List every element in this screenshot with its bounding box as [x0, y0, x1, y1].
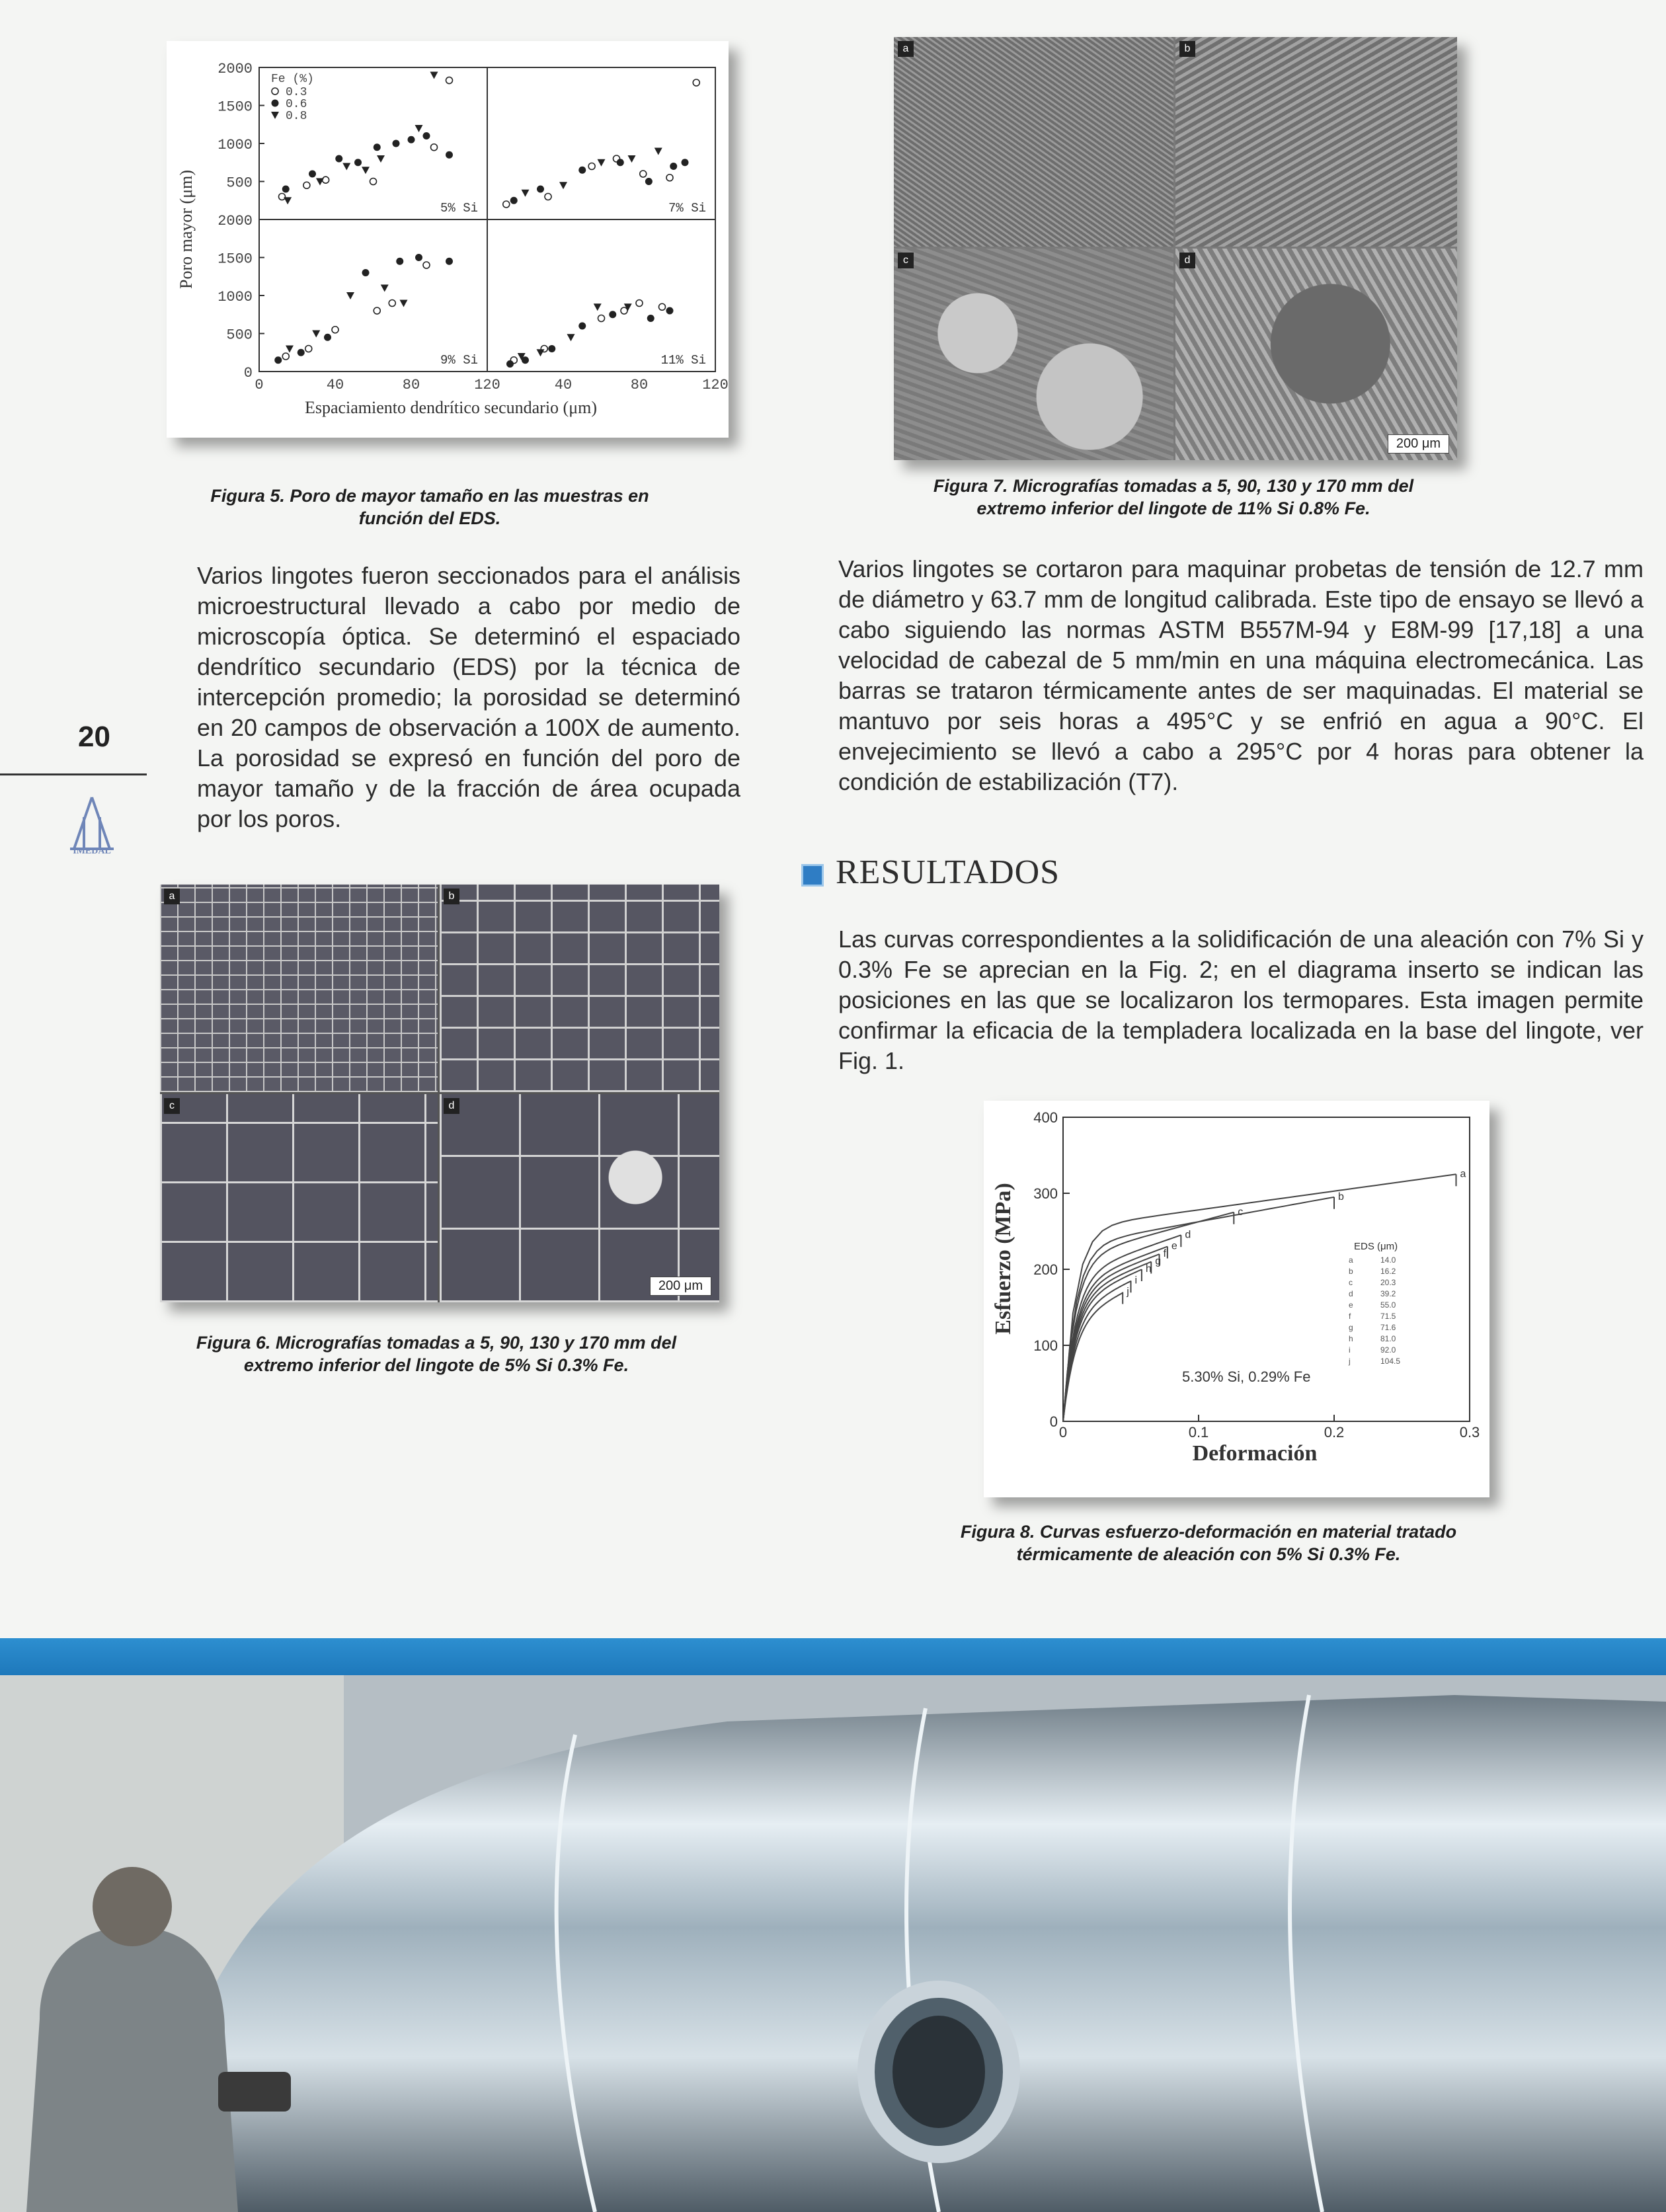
fig6-scale-bar: 200 μm [650, 1277, 711, 1296]
fig5-legend-label: 0.3 [286, 86, 307, 99]
fig5-data-point [609, 311, 616, 318]
fig6-panel-d [440, 1094, 719, 1302]
fig5-data-point [446, 258, 453, 265]
fig8-xtick-label: 0.3 [1459, 1424, 1480, 1441]
fig8-curve-label: f [1163, 1248, 1167, 1259]
fig5-data-point [362, 269, 370, 276]
fig5-xlabel: Espaciamiento dendrítico secundario (μm) [304, 398, 598, 417]
fig7-panel-a-label: a [898, 41, 914, 57]
industrial-tank-photo [0, 1675, 1666, 2212]
fig5-data-point [393, 140, 400, 147]
fig5-panel-label: 9% Si [440, 353, 478, 368]
fig5-data-point [286, 346, 294, 353]
fig8-legend-value: 104.5 [1380, 1357, 1401, 1366]
fig5-xtick-label: 40 [554, 377, 573, 393]
fig8-legend-letter: d [1349, 1289, 1353, 1298]
fig8-curve-label: g [1155, 1255, 1162, 1267]
fig5-data-point [510, 197, 518, 204]
fig5-data-point [628, 155, 636, 163]
fig5-xtick-label: 120 [702, 377, 729, 393]
fig6-panel-d-label: d [444, 1098, 459, 1114]
fig5-data-point [279, 194, 286, 200]
fig5-legend-label: 0.8 [286, 110, 307, 123]
fig5-xtick-label: 120 [474, 377, 500, 393]
figure-7-caption: Figura 7. Micrografías tomadas a 5, 90, 130 y 170 mm del extremo inferior del lingote de 11% Si 0.8% Fe. [933, 476, 1414, 518]
fig8-legend-letter: a [1349, 1255, 1353, 1265]
fig5-data-point [309, 171, 316, 178]
fig7-panel-c-label: c [898, 253, 914, 268]
fig8-legend-value: 39.2 [1380, 1289, 1396, 1298]
fig5-panel-label: 5% Si [440, 201, 478, 216]
fig8-legend-title: EDS (μm) [1354, 1241, 1398, 1252]
fig5-data-point [274, 356, 282, 364]
fig8-ytick-label: 200 [1033, 1261, 1058, 1278]
fig5-data-point [522, 190, 530, 197]
section-heading-text: RESULTADOS [836, 853, 1060, 891]
fig7-panel-d [1175, 249, 1457, 460]
fig5-data-point [682, 159, 689, 166]
fig5-data-point [415, 254, 422, 261]
fig8-legend-letter: i [1349, 1345, 1351, 1355]
fig8-legend-value: 71.5 [1380, 1312, 1396, 1321]
fig8-ytick-label: 400 [1033, 1109, 1058, 1126]
fig7-panel-b-label: b [1179, 41, 1195, 57]
fig5-data-point [374, 307, 380, 314]
fig8-ylabel: Esfuerzo (MPa) [991, 1183, 1015, 1335]
fig5-data-point [323, 177, 329, 183]
paragraph-methods-right: Varios lingotes se cortaron para maquinar probetas de tensión de 12.7 mm de diámetro y 63.7 mm de longitud calibrada. Este tipo de ensayo se llevó a cabo siguiendo las normas ASTM B557M-94 y E8M-99 [17,18] a una velocidad de cabezal de 5 mm/min en una máquina electromecánica. Las barras se trataron térmicamente antes de ser maquinadas. El material se mantuvo por seis horas a 495°C y se enfrió en agua a 90°C. El envejecimiento se llevó a cabo a 295°C por 4 horas para obtener la condición de estabilización (T7). [838, 555, 1644, 795]
fig5-data-point [354, 159, 362, 166]
fig8-legend-value: 71.6 [1380, 1323, 1396, 1332]
fig5-data-point [342, 163, 350, 171]
fig5-ytick-label: 1500 [218, 251, 253, 268]
fig8-legend-letter: f [1349, 1312, 1351, 1321]
fig5-panel-label: 7% Si [668, 201, 706, 216]
fig5-data-point [423, 262, 430, 268]
fig5-data-point [654, 148, 662, 155]
fig8-ytick-label: 0 [1049, 1413, 1058, 1430]
fig5-data-point [312, 331, 320, 338]
fig6-panel-a [160, 885, 438, 1092]
fig8-xlabel: Deformación [1192, 1441, 1318, 1466]
fig8-curve-label: c [1238, 1206, 1244, 1218]
figure-8-caption: Figura 8. Curvas esfuerzo-deformación en material tratado térmicamente de aleación con 5% Si 0.3% Fe. [960, 1522, 1457, 1564]
fig5-data-point [303, 182, 310, 188]
fig5-xtick-label: 80 [402, 377, 420, 393]
fig5-data-point [362, 167, 370, 174]
fig8-curve-label: i [1134, 1275, 1138, 1286]
fig5-data-point [396, 258, 403, 265]
fig6-panel-c [160, 1094, 438, 1302]
fig5-data-point [506, 360, 514, 368]
fig5-panel-label: 11% Si [660, 353, 706, 368]
fig5-data-point [370, 178, 377, 185]
fig5-legend-title: Fe (%) [271, 73, 314, 86]
fig8-annotation: 5.30% Si, 0.29% Fe [1182, 1368, 1311, 1385]
fig7-panel-a [894, 37, 1173, 247]
fig5-data-point [284, 197, 292, 204]
section-heading-resultados [801, 853, 1060, 892]
fig5-ytick-label: 1000 [218, 137, 253, 153]
fig8-legend-letter: c [1349, 1278, 1353, 1287]
fig8-curve-label: a [1460, 1168, 1466, 1180]
fig6-panel-a-label: a [164, 889, 180, 904]
fig5-data-point [578, 167, 586, 174]
fig7-panel-c [894, 249, 1173, 460]
fig5-data-point [659, 303, 666, 310]
fig5-data-point [537, 349, 545, 356]
fig5-data-point [693, 79, 699, 86]
fig5-ytick-label: 500 [226, 175, 253, 192]
fig5-data-point [282, 186, 290, 193]
fig5-data-point [446, 77, 453, 84]
fig5-data-point [617, 159, 624, 166]
fig5-data-point [374, 143, 381, 151]
page-number: 20 [78, 721, 110, 753]
fig5-data-point [666, 307, 674, 315]
fig8-legend-value: 14.0 [1380, 1255, 1396, 1265]
publisher-logo-text: IMEDAL [73, 846, 111, 856]
fig5-data-point [332, 327, 338, 333]
fig5-data-point [377, 155, 385, 163]
figure-7-micrographs [894, 37, 1457, 460]
fig5-xtick-label: 40 [326, 377, 344, 393]
fig5-data-point [400, 300, 408, 307]
fig5-data-point [346, 292, 354, 299]
fig5-data-point [324, 334, 331, 341]
fig5-data-point [298, 349, 305, 356]
fig5-data-point [415, 125, 423, 132]
fig5-data-point [282, 353, 289, 360]
figure-8-chart [984, 1101, 1489, 1497]
fig8-curve-label: d [1185, 1229, 1191, 1241]
fig5-data-point [548, 345, 555, 352]
fig5-data-point [431, 144, 438, 151]
fig8-curve-label: e [1171, 1240, 1177, 1252]
fig5-data-point [666, 175, 673, 181]
fig5-data-point [430, 72, 438, 79]
fig5-legend-label: 0.6 [286, 98, 307, 111]
fig5-data-point [621, 307, 627, 314]
publisher-logo [61, 793, 123, 859]
fig8-legend-value: 16.2 [1380, 1267, 1396, 1276]
fig7-panel-d-label: d [1179, 253, 1195, 268]
paragraph-results: Las curvas correspondientes a la solidificación de una aleación con 7% Si y 0.3% Fe se aprecian en la Fig. 2; en el diagrama inserto se indican las posiciones en las que se localizaron los termopares. Esta imagen permite confirmar la eficacia de la templadera localizada en la base del lingote, ver Fig. 1. [838, 926, 1644, 1074]
fig5-ytick-label: 500 [226, 327, 253, 344]
blue-band [0, 1638, 1666, 1675]
fig5-data-point [598, 315, 605, 322]
fig5-data-point [636, 300, 643, 307]
fig5-data-point [559, 182, 567, 189]
fig8-curve-label: j [1127, 1286, 1129, 1298]
fig5-data-point [645, 178, 653, 185]
fig8-legend-value: 81.0 [1380, 1334, 1396, 1343]
fig5-xtick-label: 80 [630, 377, 649, 393]
figure-5-caption: Figura 5. Poro de mayor tamaño en las muestras en función del EDS. [210, 486, 649, 528]
fig8-legend-letter: b [1349, 1267, 1353, 1276]
fig5-data-point [537, 186, 544, 193]
fig6-panel-b-label: b [444, 889, 459, 904]
fig8-xtick-label: 0 [1058, 1424, 1068, 1441]
fig8-legend-value: 20.3 [1380, 1278, 1396, 1287]
fig5-legend-marker [271, 112, 279, 119]
fig7-panel-b [1175, 37, 1457, 247]
fig5-data-point [446, 151, 453, 159]
fig5-ytick-label: 1000 [218, 289, 253, 305]
fig8-xtick-label: 0.2 [1324, 1424, 1345, 1441]
fig5-data-point [567, 334, 575, 341]
figure-6-micrographs [160, 885, 719, 1302]
fig5-data-point [389, 300, 395, 307]
fig8-curve [1063, 1212, 1234, 1421]
fig5-ytick-label: 0 [243, 365, 253, 381]
fig6-panel-c-label: c [164, 1098, 180, 1114]
fig8-ytick-label: 300 [1033, 1185, 1058, 1202]
fig8-legend-letter: h [1349, 1334, 1353, 1343]
fig8-legend-letter: e [1349, 1300, 1353, 1310]
fig5-data-point [578, 323, 586, 330]
fig7-scale-bar: 200 μm [1388, 434, 1449, 454]
figure-6-caption: Figura 6. Micrografías tomadas a 5, 90, 130 y 170 mm del extremo inferior del lingote de 5% Si 0.3% Fe. [196, 1333, 677, 1375]
fig8-legend-value: 92.0 [1380, 1345, 1396, 1355]
section-square-icon [801, 864, 824, 887]
fig5-xtick-label: 0 [255, 377, 264, 393]
fig5-data-point [503, 201, 510, 208]
fig5-data-point [305, 346, 312, 352]
fig5-data-point [647, 315, 654, 322]
fig5-legend-marker [272, 100, 279, 107]
fig5-ytick-label: 2000 [218, 213, 253, 229]
fig5-ytick-label: 1500 [218, 99, 253, 116]
fig5-ytick-label: 2000 [218, 61, 253, 77]
fig5-legend-marker [272, 88, 278, 95]
fig5-data-point [381, 285, 389, 292]
fig5-data-point [640, 171, 647, 177]
fig5-data-point [335, 155, 342, 163]
fig5-data-point [588, 163, 595, 170]
fig8-ytick-label: 100 [1033, 1337, 1058, 1354]
fig8-legend-value: 55.0 [1380, 1300, 1396, 1310]
fig8-curve-label: h [1145, 1263, 1152, 1275]
fig8-curve-label: b [1338, 1191, 1344, 1203]
fig5-ylabel: Poro mayor (μm) [177, 169, 196, 290]
fig5-data-point [594, 303, 602, 311]
fig5-data-point [598, 159, 606, 167]
page-rule [0, 773, 147, 775]
paragraph-methods-left: Varios lingotes fueron seccionados para el análisis microestructural llevado a cabo por medio de microscopía óptica. Se determinó el espaciado dendrítico secundario (EDS) por la técnica de intercepción promedio; la porosidad se determinó en 20 campos de observación a 100X de aumento. La porosidad se expresó en función del poro de mayor tamaño y de la fracción de área ocupada por los poros. [197, 562, 740, 832]
fig5-data-point [408, 136, 415, 143]
fig6-panel-b [440, 885, 719, 1092]
fig8-legend-letter: j [1349, 1357, 1351, 1366]
fig8-xtick-label: 0.1 [1188, 1424, 1209, 1441]
fig8-legend-letter: g [1349, 1323, 1353, 1332]
fig5-data-point [545, 194, 551, 200]
fig5-data-point [423, 132, 430, 139]
fig5-data-point [670, 163, 677, 170]
figure-5-chart [167, 41, 729, 438]
